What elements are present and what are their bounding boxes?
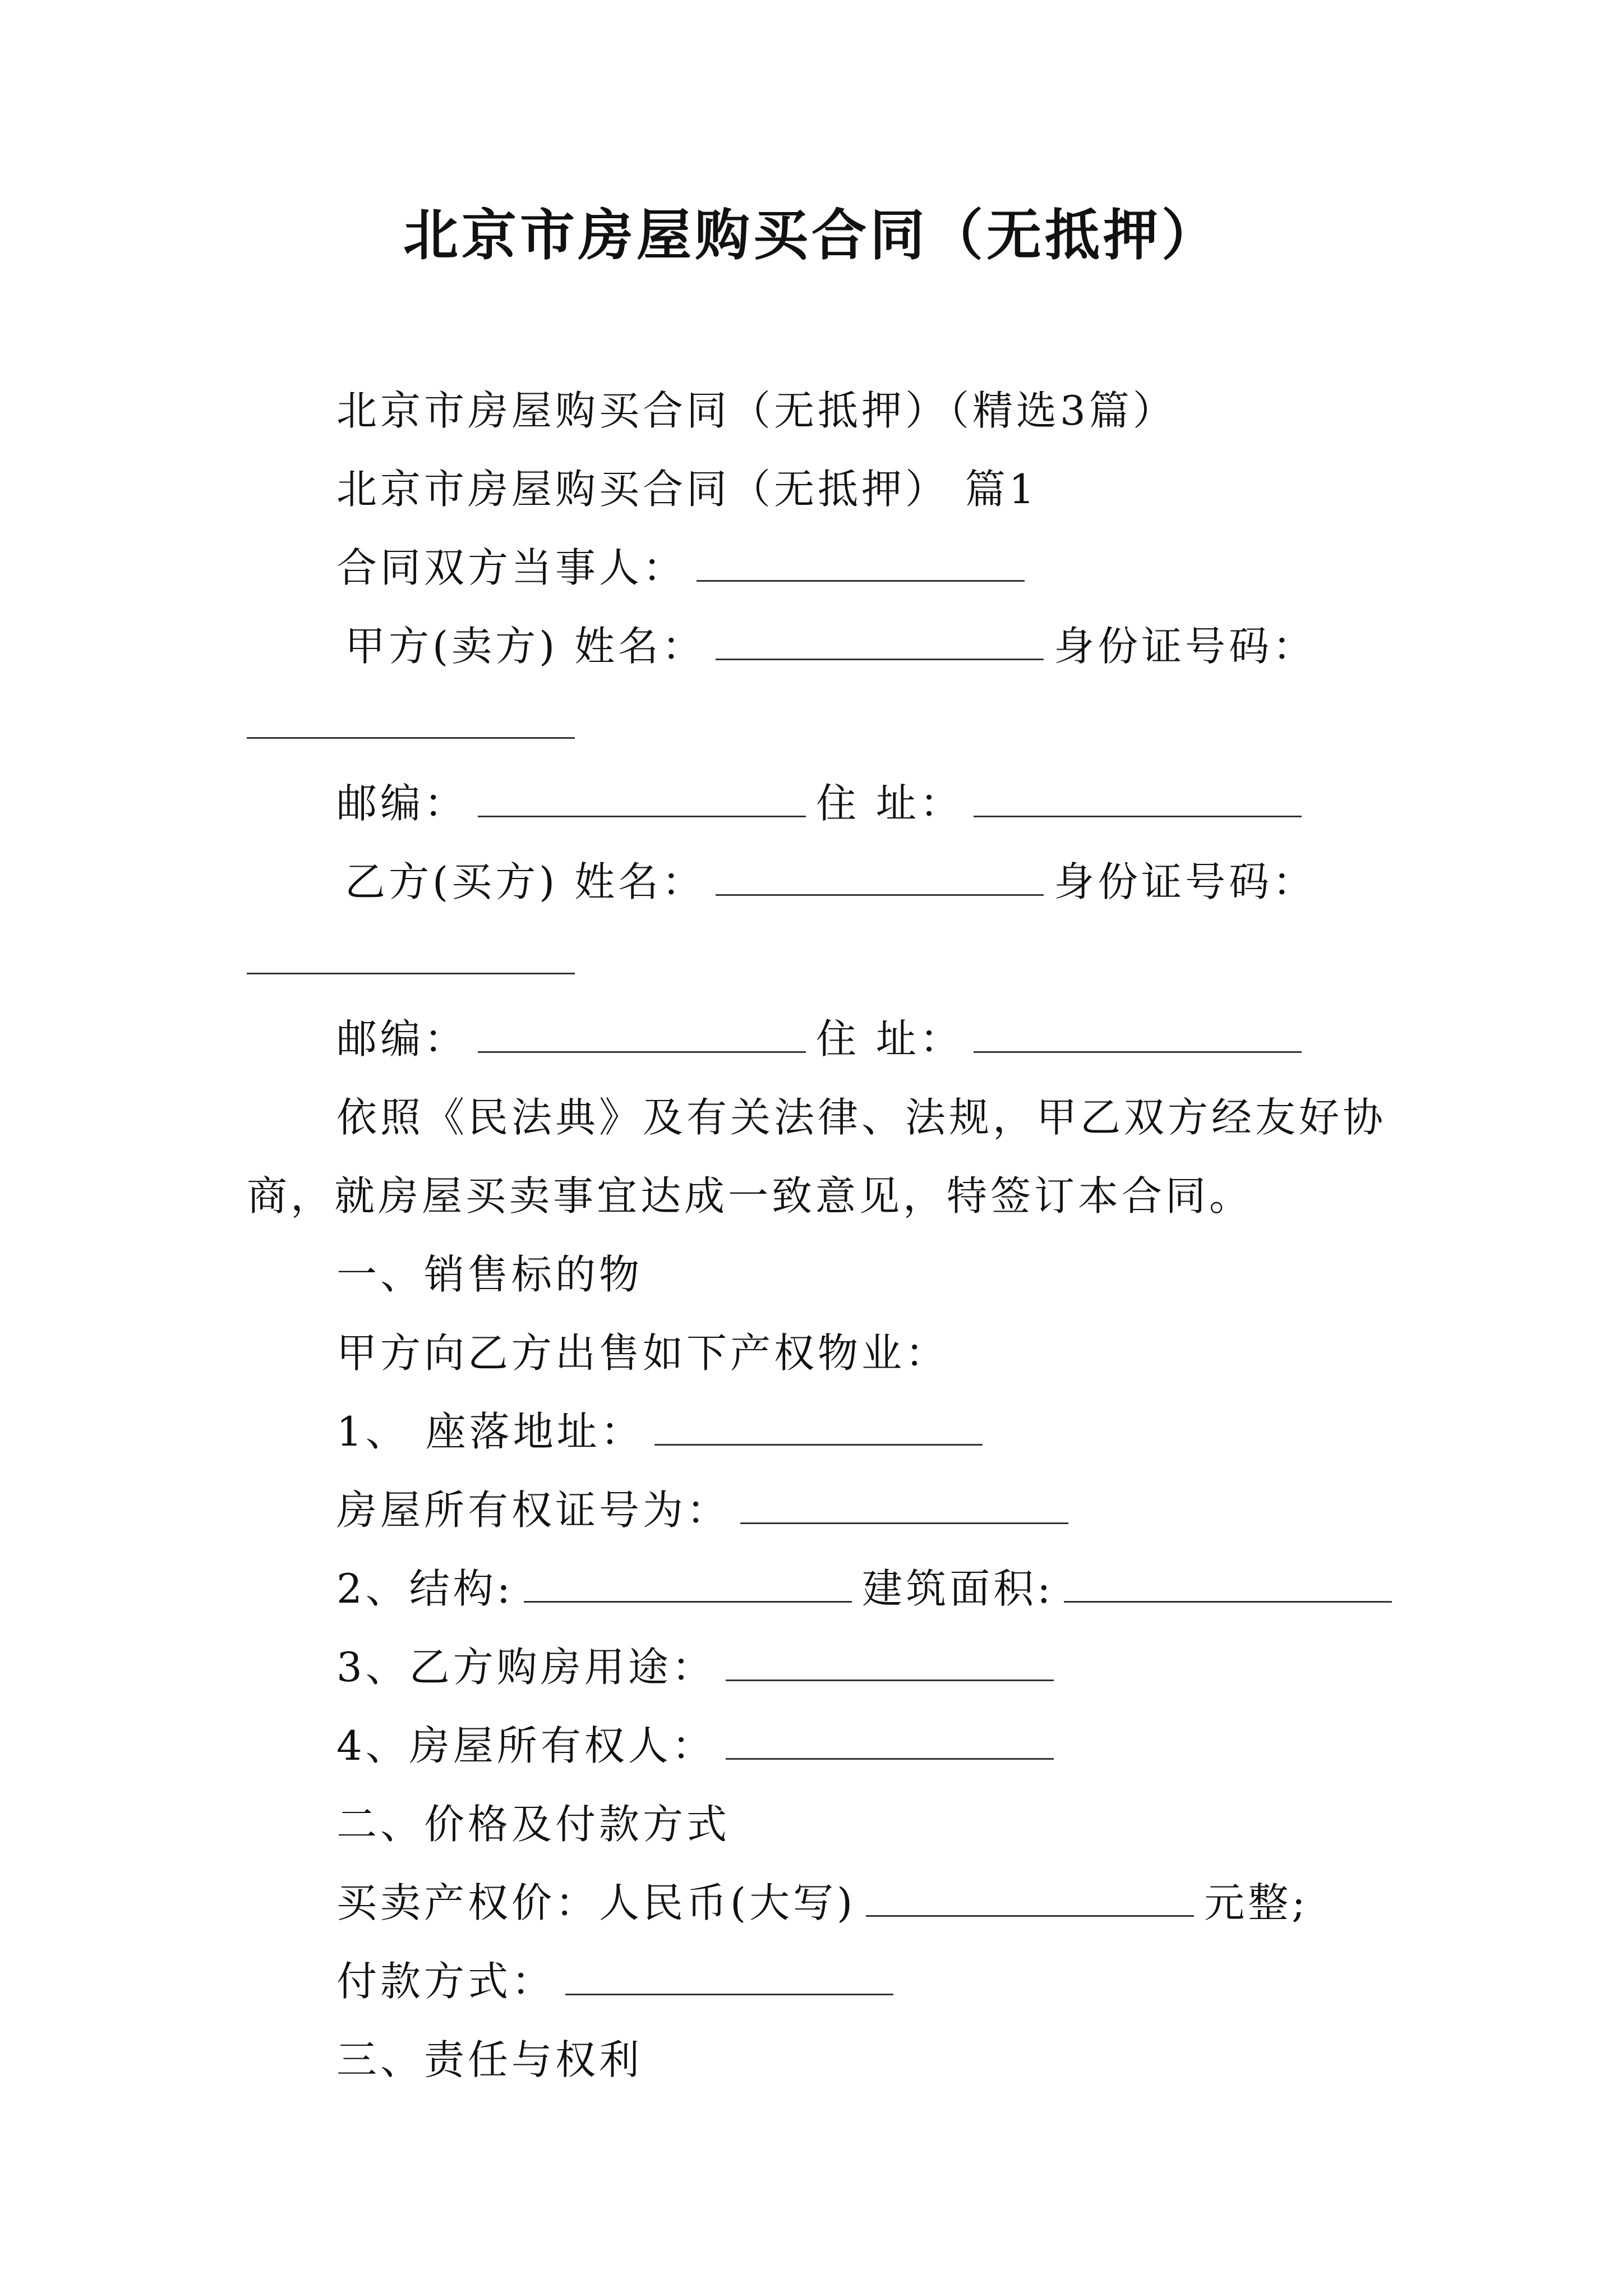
buyer-name-label: 乙方(买方) 姓名： bbox=[345, 858, 706, 905]
section-heading: 北京市房屋购买合同（无抵押） 篇1 bbox=[336, 466, 1038, 513]
seller-postcode-blank[interactable] bbox=[478, 783, 806, 817]
item2-structure-blank[interactable] bbox=[524, 1568, 852, 1603]
seller-name-label: 甲方(卖方) 姓名： bbox=[345, 623, 706, 670]
parties-label: 合同双方当事人： bbox=[336, 544, 687, 591]
price-blank[interactable] bbox=[866, 1883, 1194, 1917]
item3-blank[interactable] bbox=[726, 1647, 1054, 1681]
item3-label: 3、乙方购房用途： bbox=[336, 1644, 716, 1691]
buyer-id-line bbox=[247, 932, 585, 988]
parties-line bbox=[336, 540, 1035, 596]
buyer-id-label: 身份证号码： bbox=[1054, 858, 1317, 905]
buyer-postcode-label: 邮编： bbox=[336, 1015, 468, 1062]
buyer-line bbox=[345, 854, 1316, 910]
item4-label: 4、房屋所有权人： bbox=[336, 1722, 716, 1769]
seller-name-blank[interactable] bbox=[716, 626, 1044, 660]
item1-label: 1、 座落地址： bbox=[336, 1408, 644, 1455]
buyer-id-blank[interactable] bbox=[247, 940, 575, 974]
item2-structure-label: 2、结构: bbox=[336, 1565, 514, 1612]
buyer-postcode-blank[interactable] bbox=[478, 1019, 806, 1053]
item3-line bbox=[336, 1639, 1064, 1695]
item1-line bbox=[336, 1404, 993, 1460]
item2-line bbox=[336, 1561, 1402, 1617]
intro-paragraph-line1: 依照《民法典》及有关法律、法规，甲乙双方经友好协 bbox=[336, 1094, 1387, 1141]
payment-label: 付款方式： bbox=[336, 1958, 556, 2005]
seller-address-blank[interactable] bbox=[974, 783, 1302, 817]
clause3-heading: 三、责任与权利 bbox=[336, 2036, 643, 2083]
payment-blank[interactable] bbox=[565, 1961, 893, 1995]
buyer-address-label: 住 址： bbox=[816, 1015, 963, 1062]
seller-id-label: 身份证号码： bbox=[1054, 623, 1317, 670]
price-label: 买卖产权价：人民币(大写) bbox=[336, 1879, 856, 1926]
certificate-line bbox=[336, 1482, 1078, 1538]
item4-line bbox=[336, 1718, 1064, 1774]
parties-blank[interactable] bbox=[697, 547, 1025, 582]
price-line bbox=[336, 1875, 1308, 1931]
item2-area-label: 建筑面积: bbox=[862, 1565, 1054, 1612]
seller-address-label: 住 址： bbox=[816, 780, 963, 827]
clause1-heading: 一、销售标的物 bbox=[336, 1251, 643, 1298]
item2-area-blank[interactable] bbox=[1064, 1568, 1392, 1603]
subtitle: 北京市房屋购买合同（无抵押）（精选3篇） bbox=[336, 387, 1177, 434]
intro-paragraph-line2: 商，就房屋买卖事宜达成一致意见，特签订本合同。 bbox=[247, 1172, 1253, 1220]
item1-blank[interactable] bbox=[654, 1411, 983, 1446]
seller-address-line bbox=[336, 775, 1312, 831]
certificate-blank[interactable] bbox=[740, 1490, 1068, 1524]
seller-id-blank[interactable] bbox=[247, 705, 575, 739]
price-suffix: 元整; bbox=[1204, 1879, 1309, 1926]
clause1-intro: 甲方向乙方出售如下产权物业： bbox=[336, 1329, 949, 1377]
seller-id-line bbox=[247, 697, 585, 753]
buyer-address-blank[interactable] bbox=[974, 1019, 1302, 1053]
payment-line bbox=[336, 1953, 903, 2009]
document-title: 北京市房屋购买合同（无抵押） bbox=[403, 203, 1220, 268]
certificate-label: 房屋所有权证号为： bbox=[336, 1487, 731, 1534]
seller-postcode-label: 邮编： bbox=[336, 780, 468, 827]
buyer-name-blank[interactable] bbox=[716, 862, 1044, 896]
item4-blank[interactable] bbox=[726, 1726, 1054, 1760]
clause2-heading: 二、价格及付款方式 bbox=[336, 1801, 731, 1848]
buyer-address-line bbox=[336, 1011, 1312, 1067]
seller-line bbox=[345, 618, 1316, 674]
